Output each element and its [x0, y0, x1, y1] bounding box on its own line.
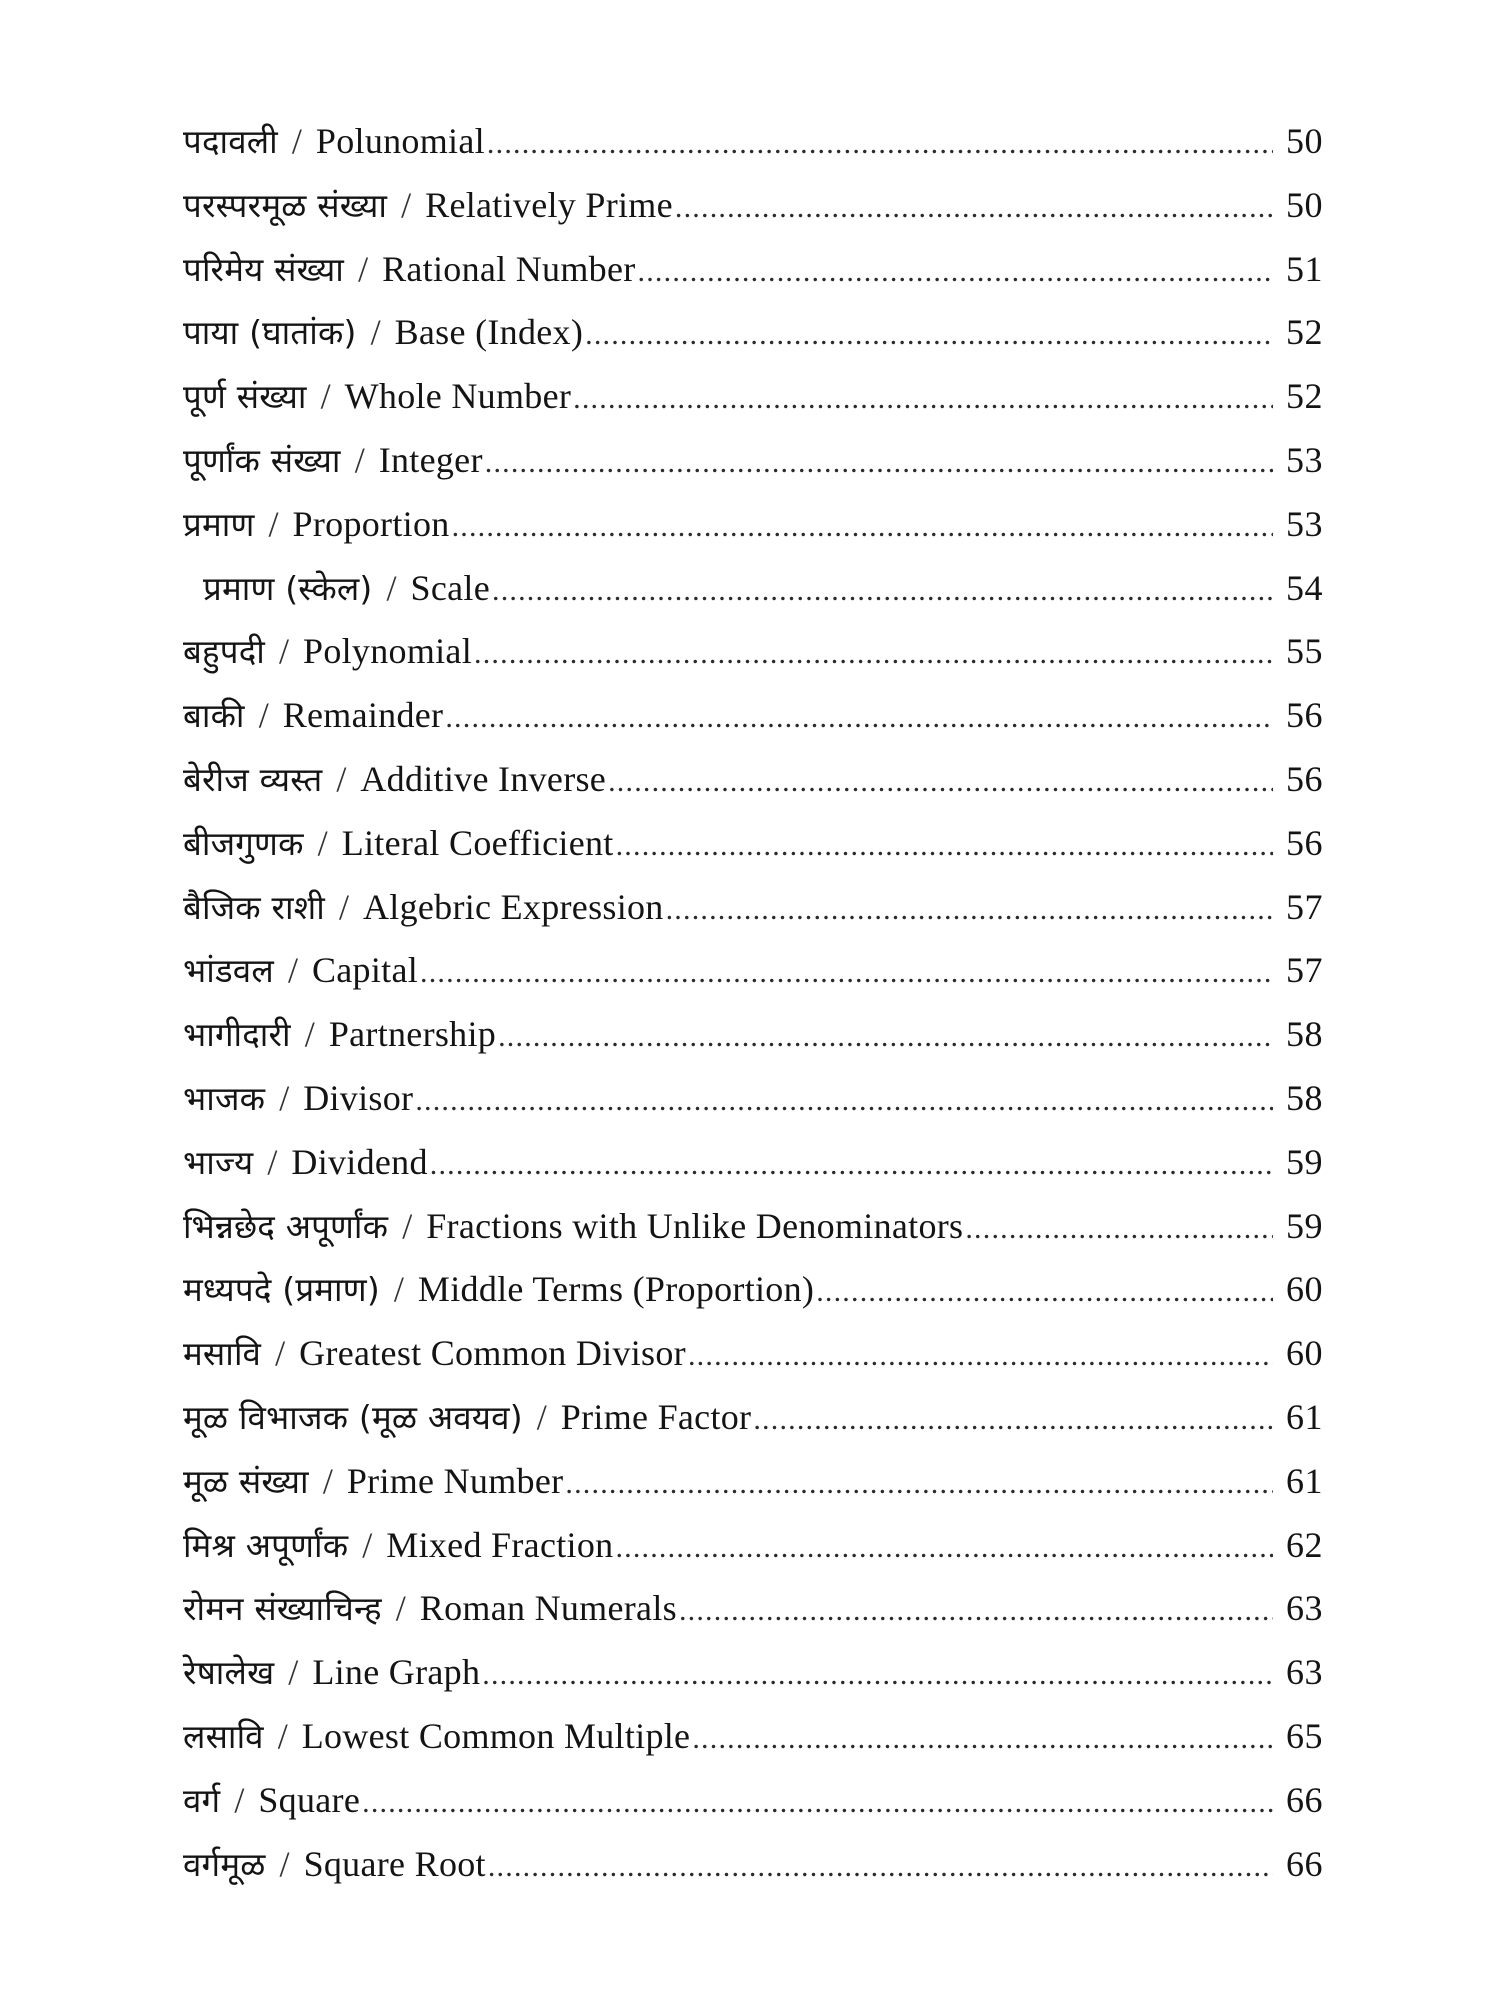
dot-leader — [666, 893, 1273, 927]
toc-term — [183, 1522, 613, 1567]
separator: / — [291, 121, 302, 161]
toc-entry — [183, 118, 1323, 182]
english-term: Line Graph — [312, 1652, 481, 1693]
separator: / — [354, 439, 365, 480]
english-term: Remainder — [282, 695, 444, 736]
dot-leader — [615, 1531, 1273, 1565]
toc-entry — [183, 437, 1323, 501]
page-number: 63 — [1286, 1588, 1323, 1629]
dot-leader — [362, 1786, 1273, 1820]
english-term: Roman Numerals — [419, 1588, 677, 1629]
toc-term — [183, 1777, 360, 1822]
separator: / — [322, 1460, 333, 1501]
dot-leader — [474, 637, 1273, 671]
toc-entry — [183, 565, 1323, 629]
separator: / — [386, 567, 397, 608]
separator: / — [358, 248, 369, 289]
english-term: Rational Number — [382, 248, 636, 289]
toc-entry — [183, 501, 1323, 565]
page-number: 60 — [1286, 1333, 1323, 1374]
page-number: 59 — [1286, 1141, 1323, 1182]
marathi-term: भागीदारी — [183, 1015, 291, 1055]
toc-entry — [183, 1649, 1323, 1713]
toc-term — [183, 437, 483, 482]
separator: / — [402, 1205, 413, 1246]
separator: / — [393, 1269, 404, 1310]
english-term: Partnership — [328, 1014, 497, 1055]
toc-entry — [183, 1266, 1323, 1330]
dot-leader — [430, 1148, 1273, 1182]
separator: / — [304, 1014, 315, 1055]
separator: / — [258, 695, 269, 736]
toc-entry — [183, 1777, 1323, 1841]
page-number: 57 — [1286, 886, 1323, 927]
english-term: Base (Index) — [394, 312, 584, 353]
english-term: Fractions with Unlike Denominators — [426, 1205, 964, 1246]
toc-entry — [183, 1139, 1323, 1203]
page-number: 61 — [1286, 1460, 1323, 1501]
marathi-term: भांडवल — [183, 951, 274, 991]
toc-term — [183, 628, 472, 673]
toc-term — [183, 246, 636, 291]
english-term: Whole Number — [344, 376, 572, 417]
marathi-term: लसावि — [183, 1716, 264, 1756]
toc-entry — [183, 692, 1323, 756]
marathi-term: प्रमाण (स्केल) — [203, 568, 373, 608]
page-number: 56 — [1286, 758, 1323, 799]
toc-entry — [183, 884, 1323, 948]
marathi-term: बैजिक राशी — [183, 887, 325, 927]
page-number: 58 — [1286, 1014, 1323, 1055]
separator: / — [401, 184, 412, 225]
page-number: 66 — [1286, 1779, 1323, 1820]
toc-entry — [183, 947, 1323, 1011]
separator: / — [279, 1843, 290, 1884]
english-term: Scale — [410, 567, 490, 608]
toc-entry — [183, 1075, 1323, 1139]
marathi-term: प्रमाण — [183, 504, 255, 544]
toc-term — [183, 1266, 814, 1311]
dot-leader — [485, 446, 1273, 480]
toc-entry — [183, 246, 1323, 310]
toc-entry — [183, 756, 1323, 820]
dot-leader — [692, 1722, 1273, 1756]
toc-term — [183, 947, 418, 992]
toc-term — [183, 1841, 486, 1886]
marathi-term: भिन्नछेद अपूर्णांक — [183, 1206, 389, 1246]
dot-leader — [565, 1467, 1273, 1501]
english-term: Dividend — [291, 1141, 428, 1182]
toc-entry — [183, 1713, 1323, 1777]
page-number: 57 — [1286, 950, 1323, 991]
marathi-term: पूर्णांक संख्या — [183, 440, 341, 480]
toc-term — [183, 756, 606, 801]
toc-entry — [183, 1330, 1323, 1394]
page-number: 62 — [1286, 1524, 1323, 1565]
separator: / — [536, 1396, 547, 1437]
page-number: 52 — [1286, 376, 1323, 417]
dot-leader — [445, 701, 1273, 735]
marathi-term: मूळ संख्या — [183, 1461, 309, 1501]
separator: / — [317, 822, 328, 863]
marathi-term: परस्परमूळ संख्या — [183, 185, 388, 225]
dot-leader — [482, 1658, 1273, 1692]
toc-entry — [183, 1522, 1323, 1586]
toc-term — [183, 373, 571, 418]
marathi-term: मिश्र अपूर्णांक — [183, 1525, 349, 1565]
toc-term — [183, 501, 450, 546]
marathi-term: बेरीज व्यस्त — [183, 759, 323, 799]
page-number: 60 — [1286, 1269, 1323, 1310]
page-number: 52 — [1286, 312, 1323, 353]
separator: / — [279, 1077, 290, 1118]
english-term: Middle Terms (Proportion) — [417, 1269, 815, 1310]
english-term: Relatively Prime — [425, 184, 673, 225]
dot-leader — [608, 765, 1273, 799]
page-number: 61 — [1286, 1396, 1323, 1437]
page-number: 55 — [1286, 631, 1323, 672]
dot-leader — [616, 829, 1273, 863]
english-term: Square — [258, 1779, 361, 1820]
marathi-term: बाकी — [183, 696, 245, 736]
marathi-term: रेषालेख — [183, 1653, 275, 1693]
separator: / — [336, 758, 347, 799]
dot-leader — [679, 1594, 1273, 1628]
english-term: Prime Number — [346, 1460, 564, 1501]
page-number: 51 — [1286, 248, 1323, 289]
toc-entry — [183, 1841, 1323, 1905]
marathi-term: बीजगुणक — [183, 823, 304, 863]
toc-term — [183, 1458, 563, 1503]
page-number: 53 — [1286, 503, 1323, 544]
toc-term — [183, 182, 673, 227]
english-term: Polynomial — [303, 631, 473, 672]
page-number: 50 — [1286, 121, 1323, 161]
separator: / — [268, 503, 279, 544]
toc-term — [183, 1585, 677, 1630]
page-number: 54 — [1286, 567, 1323, 608]
toc-entry — [183, 1458, 1323, 1522]
toc-term — [183, 1203, 963, 1248]
toc-term — [183, 1075, 413, 1120]
page-number: 56 — [1286, 822, 1323, 863]
separator: / — [288, 1652, 299, 1693]
toc-term — [183, 118, 485, 163]
toc-term — [183, 692, 443, 737]
page-number: 58 — [1286, 1077, 1323, 1118]
english-term: Additive Inverse — [360, 758, 607, 799]
marathi-term: भाज्य — [183, 1142, 254, 1182]
table-of-contents — [183, 118, 1323, 1904]
dot-leader — [638, 255, 1273, 289]
dot-leader — [753, 1403, 1273, 1437]
english-term: Divisor — [303, 1077, 414, 1118]
marathi-term: पाया (घातांक) — [183, 313, 357, 353]
marathi-term: पदावली — [183, 122, 278, 161]
toc-entry — [183, 1203, 1323, 1267]
dot-leader — [452, 510, 1273, 544]
english-term: Literal Coefficient — [341, 822, 614, 863]
toc-term — [183, 820, 614, 865]
english-term: Polunomial — [315, 121, 485, 161]
toc-entry — [183, 309, 1323, 373]
marathi-term: मध्यपदे (प्रमाण) — [183, 1270, 380, 1310]
english-term: Integer — [378, 439, 483, 480]
dot-leader — [415, 1084, 1273, 1118]
separator: / — [287, 950, 298, 991]
toc-term — [183, 1649, 480, 1694]
dot-leader — [487, 127, 1273, 161]
dot-leader — [675, 191, 1273, 225]
marathi-term: पूर्ण संख्या — [183, 377, 307, 417]
marathi-term: वर्गमूळ — [183, 1844, 266, 1884]
dot-leader — [420, 956, 1273, 990]
marathi-term: मूळ विभाजक (मूळ अवयव) — [183, 1397, 523, 1437]
english-term: Lowest Common Multiple — [301, 1715, 691, 1756]
english-term: Mixed Fraction — [386, 1524, 614, 1565]
toc-entry — [183, 820, 1323, 884]
page-number: 59 — [1286, 1205, 1323, 1246]
separator: / — [338, 886, 349, 927]
toc-term — [183, 1011, 496, 1056]
toc-term — [183, 1139, 428, 1184]
toc-entry — [183, 1585, 1323, 1649]
separator: / — [267, 1141, 278, 1182]
toc-term — [183, 884, 664, 929]
separator: / — [234, 1779, 245, 1820]
toc-entry — [183, 182, 1323, 246]
marathi-term: रोमन संख्याचिन्ह — [183, 1589, 382, 1629]
separator: / — [275, 1333, 286, 1374]
page-number: 66 — [1286, 1843, 1323, 1884]
page-number: 50 — [1286, 184, 1323, 225]
english-term: Greatest Common Divisor — [299, 1333, 686, 1374]
toc-entry — [183, 373, 1323, 437]
toc-entry — [183, 628, 1323, 692]
page-number: 63 — [1286, 1652, 1323, 1693]
toc-term — [183, 1394, 751, 1439]
dot-leader — [498, 1020, 1273, 1054]
marathi-term: मसावि — [183, 1334, 262, 1374]
toc-entry — [183, 1011, 1323, 1075]
separator: / — [320, 376, 331, 417]
toc-term — [183, 309, 583, 354]
toc-entry — [183, 1394, 1323, 1458]
dot-leader — [965, 1212, 1273, 1246]
page-number: 53 — [1286, 439, 1323, 480]
dot-leader — [492, 574, 1273, 608]
dot-leader — [488, 1850, 1273, 1884]
page-number: 56 — [1286, 695, 1323, 736]
separator: / — [278, 631, 289, 672]
dot-leader — [573, 382, 1273, 416]
toc-term — [183, 1713, 690, 1758]
english-term: Proportion — [292, 503, 450, 544]
page-number: 65 — [1286, 1715, 1323, 1756]
marathi-term: बहुपदी — [183, 632, 265, 672]
toc-term — [203, 565, 490, 610]
dot-leader — [688, 1339, 1273, 1373]
dot-leader — [816, 1275, 1273, 1309]
separator: / — [362, 1524, 373, 1565]
toc-term — [183, 1330, 686, 1375]
dot-leader — [585, 318, 1273, 352]
english-term: Capital — [311, 950, 419, 991]
separator: / — [277, 1715, 288, 1756]
marathi-term: परिमेय संख्या — [183, 249, 345, 289]
english-term: Algebric Expression — [362, 886, 664, 927]
separator: / — [395, 1588, 406, 1629]
english-term: Prime Factor — [560, 1396, 752, 1437]
marathi-term: भाजक — [183, 1078, 266, 1118]
marathi-term: वर्ग — [183, 1780, 221, 1820]
separator: / — [370, 312, 381, 353]
english-term: Square Root — [303, 1843, 486, 1884]
